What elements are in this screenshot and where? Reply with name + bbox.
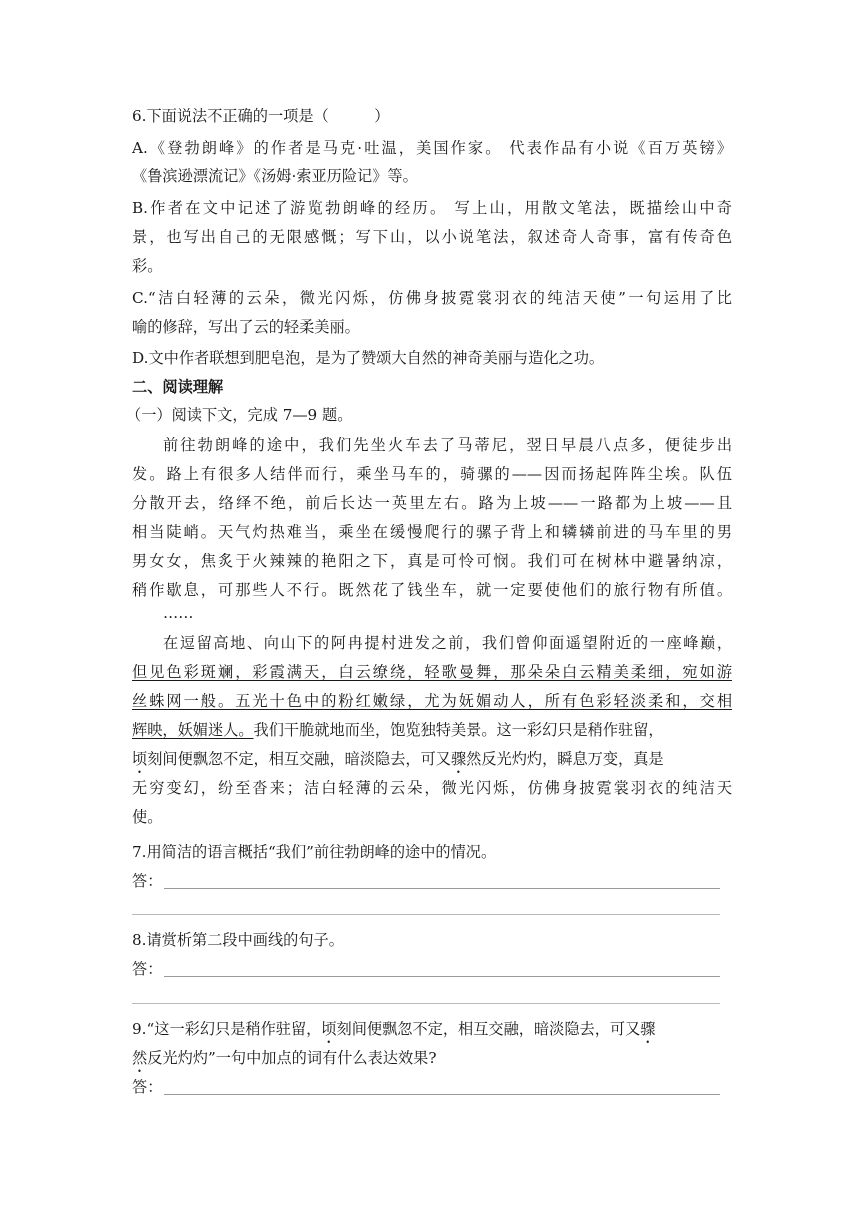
q7-answer-row[interactable] [132,871,720,891]
dotted-char-qing: 顷 [132,750,148,768]
q6-option-a-line1: A.《登勃朗峰》的作者是马克·吐温，美国作家。 代表作品有小说《百万英镑》 [132,139,732,157]
q6-option-c-line1: C.“洁白轻薄的云朵，微光闪烁，仿佛身披霓裳羽衣的纯洁天使”一句运用了比 [132,289,732,307]
q6-option-c-line2: 喻的修辞，写出了云的轻柔美丽。 [132,318,360,336]
q6-option-d-line1: D.文中作者联想到肥皂泡，是为了赞颂大自然的神奇美丽与造化之功。 [132,349,605,367]
passage-p2-line5-text: 刻间便飘忽不定，相互交融，暗淡隐去，可又 [147,750,451,768]
q8-answer-line[interactable] [164,976,720,977]
section-title: 二、阅读理解 [132,378,224,396]
passage-p2-line2-underlined: 但见色彩斑斓，彩霞满天，白云缭绕，轻歌曼舞，那朵朵白云精美柔细，宛如游 [132,663,732,681]
q6-option-b-line2: 景，也写出自己的无限感慨；写下山，以小说笔法，叙述奇人奇事，富有传奇色 [132,228,732,246]
q6-option-a-line2: 《鲁滨逊漂流记》《汤姆·索亚历险记》等。 [132,167,418,185]
q9-text-tail: 反光灼灼”一句中加点的词有什么表达效果? [147,1049,437,1067]
q7-stem: 7.用简洁的语言概括“我们”前往勃朗峰的途中的情况。 [132,843,497,861]
passage-p2-line4-rest: 我们干脆就地而坐，饱览独特美景。这一彩幻只是稍作驻留， [253,721,664,739]
q8-answer-row[interactable] [132,959,720,979]
q8-stem: 8.请赏析第二段中画线的句子。 [132,931,344,949]
passage-p2-line4 [132,720,732,740]
passage-p1-line2: 发。路上有很多人结伴而行，乘坐马车的，骑骡的——因而扬起阵阵尘埃。队伍 [132,465,732,483]
q6-stem: 6.下面说法不正确的一项是（ ） [132,107,390,125]
q8-answer-label: 答： [132,960,163,978]
q9-dotted-char-zhou: 骤 [640,1020,656,1038]
passage-p2-line1: 在逗留高地、向山下的阿冉提村进发之前，我们曾仰面遥望附近的一座峰巅， [163,634,732,652]
dotted-char-zhou: 骤 [450,750,467,768]
passage-ellipsis: …… [163,604,194,622]
section-subtitle: （一）阅读下文，完成 7—9 题。 [126,406,353,424]
passage-p1-line4: 相当陡峭。天气灼热难当，乘坐在缓慢爬行的骡子背上和辚辚前进的马车里的男 [132,523,732,541]
q9-dotted-char-qing: 顷 [321,1020,337,1038]
q9-text-a: 9.“这一彩幻只是稍作驻留， [132,1020,322,1038]
q7-answer-line[interactable] [164,888,720,889]
passage-p2-line5-tail: 然反光灼灼，瞬息万变，真是 [466,750,664,768]
q7-answer-line2[interactable] [132,914,720,915]
underlined-phrase: 辉映，妖媚迷人。 [132,721,254,739]
q9-stem-line2 [132,1048,732,1076]
q6-option-b-line1: B.作者在文中记述了游览勃朗峰的经历。 写上山，用散文笔法，既描绘山中奇 [132,199,732,217]
q9-answer-row[interactable] [132,1077,720,1097]
passage-p2-line6: 无穷变幻，纷至沓来；洁白轻薄的云朵，微光闪烁，仿佛身披霓裳羽衣的纯洁天 [132,779,732,797]
q9-dotted-char-ran: 然 [132,1049,148,1067]
q9-text-c: 刻间便飘忽不定，相互交融，暗淡隐去，可又 [336,1020,641,1038]
q9-stem-line1 [132,1019,732,1047]
passage-p1-line6: 稍作歇息，可那些人不行。既然花了钱坐车，就一定要使他们的旅行物有所值。 [132,581,732,599]
passage-p2-line5 [132,749,732,777]
passage-p2-line7: 使。 [132,808,163,826]
passage-p1-line3: 分散开去，络绎不绝，前后长达一英里左右。路为上坡——一路都为上坡——且 [132,494,732,512]
q8-answer-line2[interactable] [132,1003,720,1004]
q9-answer-line[interactable] [164,1094,720,1095]
passage-p1-line1: 前往勃朗峰的途中，我们先坐火车去了马蒂尼，翌日早晨八点多，便徒步出 [163,436,732,454]
passage-p1-line5: 男女女，焦炙于火辣辣的艳阳之下，真是可怜可悯。我们可在树林中避暑纳凉， [132,552,732,570]
q7-answer-label: 答： [132,872,163,890]
q9-answer-label: 答： [132,1078,163,1096]
passage-p2-line3-underlined: 丝蛛网一般。五光十色中的粉红嫩绿，尤为妩媚动人，所有色彩轻淡柔和，交相 [132,692,732,710]
q6-option-b-line3: 彩。 [132,257,163,275]
